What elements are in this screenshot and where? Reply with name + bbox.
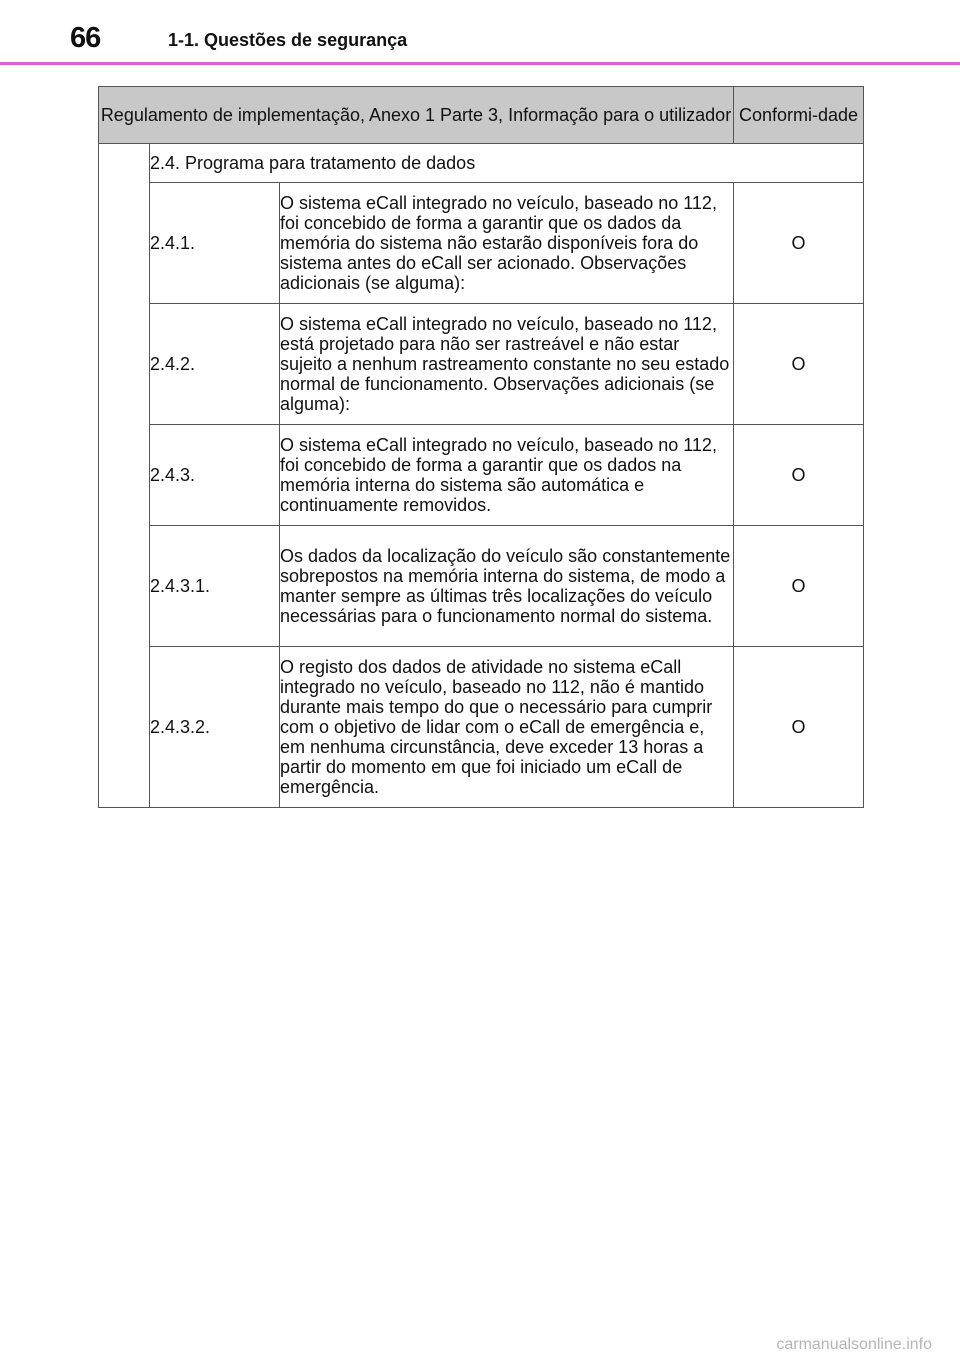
table-row (99, 526, 864, 647)
watermark-text: carmanualsonline.info (776, 1336, 932, 1353)
item-description: O registo dos dados de atividade no sistema eCall integrado no veículo, baseado no 112, não é mantido durante mais tempo do que o necessário para cumprir com o objetivo de lidar com o eCall de emergência e, em nenhuma circunstância, deve exceder 13 horas a partir do momento em que foi iniciado um eCall de emergência. (280, 647, 734, 808)
item-number: 2.4.2. (150, 304, 280, 425)
item-number: 2.4.3.2. (150, 647, 280, 808)
table-header-row (99, 87, 864, 144)
page-header (0, 0, 960, 64)
section-title: 1-1. Questões de segurança (168, 30, 408, 50)
conformity-mark: O (734, 304, 864, 425)
column-header-regulation: Regulamento de implementação, Anexo 1 Parte 3, Informação para o utilizador (99, 87, 734, 144)
item-number: 2.4.3. (150, 425, 280, 526)
conformity-mark: O (734, 647, 864, 808)
group-label: 2.4. Programa para tratamento de dados (150, 144, 864, 183)
regulation-table (98, 86, 864, 808)
conformity-mark: O (734, 526, 864, 647)
group-row (99, 144, 864, 183)
item-number: 2.4.1. (150, 183, 280, 304)
conformity-mark: O (734, 425, 864, 526)
page-number: 66 (70, 22, 101, 54)
item-description: O sistema eCall integrado no veículo, baseado no 112, foi concebido de forma a garantir que os dados na memória interna do sistema são automática e continuamente removidos. (280, 425, 734, 526)
column-header-conformity: Conformi-dade (734, 87, 864, 144)
item-description: O sistema eCall integrado no veículo, baseado no 112, está projetado para não ser rastreável e não estar sujeito a nenhum rastreamento constante no seu estado normal de funcionamento. Observações adicionais (se alguma): (280, 304, 734, 425)
header-divider (0, 62, 960, 65)
table-row (99, 183, 864, 304)
item-description: Os dados da localização do veículo são constantemente sobrepostos na memória interna do sistema, de modo a manter sempre as últimas três localizações do veículo necessárias para o funcionamento normal do sistema. (280, 526, 734, 647)
item-description: O sistema eCall integrado no veículo, baseado no 112, foi concebido de forma a garantir que os dados da memória do sistema não estarão disponíveis fora do sistema antes do eCall ser acionado. Observações adicionais (se alguma): (280, 183, 734, 304)
conformity-mark: O (734, 183, 864, 304)
table-row (99, 425, 864, 526)
table-row (99, 304, 864, 425)
table-row (99, 647, 864, 808)
item-number: 2.4.3.1. (150, 526, 280, 647)
indent-cell (99, 144, 150, 808)
